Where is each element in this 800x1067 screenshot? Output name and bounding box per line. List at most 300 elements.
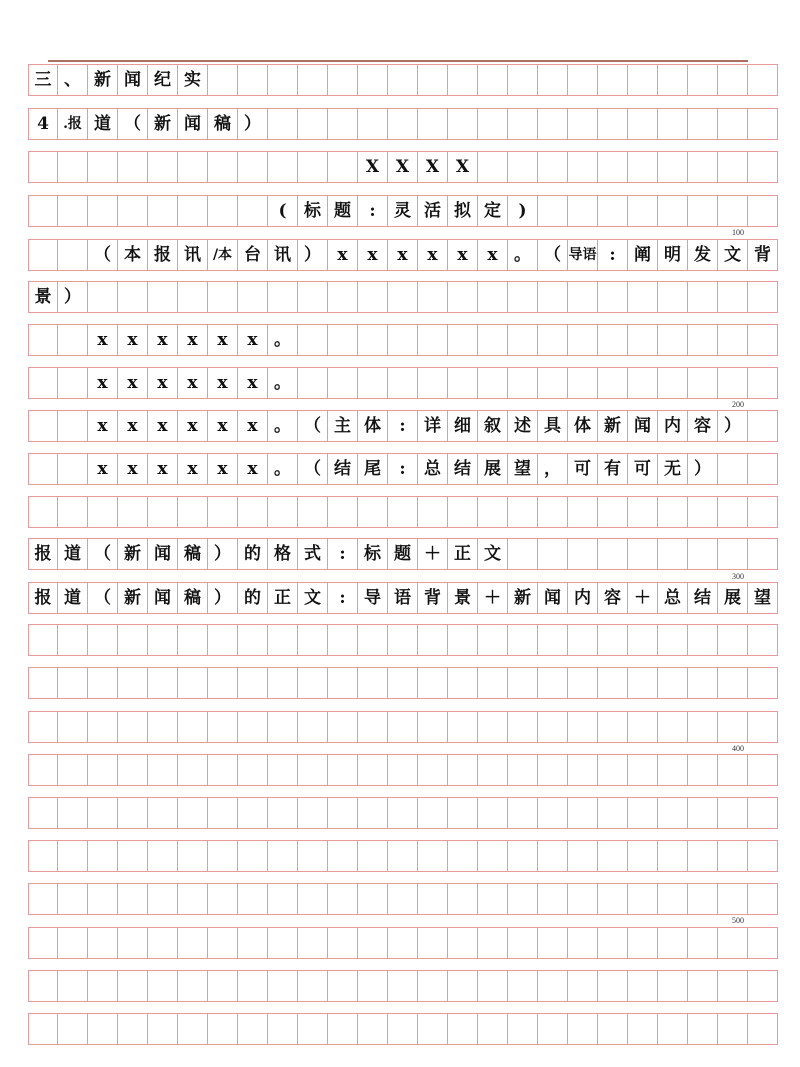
grid-cell <box>628 754 658 786</box>
grid-cell: 细 <box>448 410 478 442</box>
grid-cell <box>568 151 598 183</box>
grid-cell: 导语 <box>568 239 598 271</box>
grid-cell <box>118 624 148 656</box>
grid-cell <box>418 624 448 656</box>
grid-cell: x <box>148 367 178 399</box>
grid-cell <box>508 1013 538 1045</box>
grid-cell <box>568 367 598 399</box>
grid-cell: 。 <box>268 367 298 399</box>
grid-cell: 三 <box>28 64 58 96</box>
grid-cell <box>598 711 628 743</box>
grid-cell <box>58 195 88 227</box>
grid-cell <box>88 883 118 915</box>
grid-cell <box>748 108 778 140</box>
grid-cell: 望 <box>748 582 778 614</box>
grid-cell <box>148 970 178 1002</box>
grid-cell: 的 <box>238 582 268 614</box>
grid-cell <box>388 367 418 399</box>
grid-cell <box>628 108 658 140</box>
grid-cell <box>508 151 538 183</box>
grid-cell: 讯 <box>178 239 208 271</box>
grid-cell <box>388 970 418 1002</box>
grid-cell <box>388 64 418 96</box>
grid-cell <box>358 1013 388 1045</box>
grid-cell: 新 <box>598 410 628 442</box>
grid-cell <box>568 624 598 656</box>
grid-row <box>28 367 778 399</box>
grid-cell <box>658 840 688 872</box>
grid-cell <box>28 239 58 271</box>
grid-cell <box>328 667 358 699</box>
grid-cell <box>628 1013 658 1045</box>
grid-cell: 题 <box>328 195 358 227</box>
grid-cell <box>328 496 358 528</box>
grid-cell <box>418 711 448 743</box>
grid-cell <box>88 840 118 872</box>
grid-cell <box>418 667 448 699</box>
grid-cell <box>178 754 208 786</box>
grid-cell <box>658 797 688 829</box>
grid-cell: X <box>418 151 448 183</box>
grid-cell: x <box>88 453 118 485</box>
grid-cell <box>748 410 778 442</box>
grid-row <box>28 797 778 829</box>
grid-cell: （ <box>118 108 148 140</box>
grid-cell <box>388 108 418 140</box>
grid-row <box>28 410 778 442</box>
grid-cell <box>418 1013 448 1045</box>
grid-cell: 。 <box>268 324 298 356</box>
grid-cell: x <box>208 410 238 442</box>
grid-cell <box>628 151 658 183</box>
grid-cell <box>148 797 178 829</box>
grid-cell <box>508 970 538 1002</box>
grid-cell <box>418 883 448 915</box>
grid-cell: x <box>358 239 388 271</box>
grid-cell: 标 <box>358 538 388 570</box>
grid-cell: : <box>358 195 388 227</box>
grid-cell <box>598 797 628 829</box>
grid-cell <box>298 496 328 528</box>
grid-cell <box>148 195 178 227</box>
grid-cell <box>628 281 658 313</box>
grid-cell: : <box>388 453 418 485</box>
grid-cell <box>568 496 598 528</box>
grid-cell <box>748 1013 778 1045</box>
grid-cell: 结 <box>688 582 718 614</box>
grid-cell <box>478 711 508 743</box>
grid-cell <box>718 970 748 1002</box>
grid-cell <box>748 883 778 915</box>
grid-cell <box>238 667 268 699</box>
grid-cell <box>328 281 358 313</box>
grid-cell <box>718 453 748 485</box>
grid-cell <box>628 195 658 227</box>
grid-cell <box>418 324 448 356</box>
grid-cell: 定 <box>478 195 508 227</box>
grid-row <box>28 711 778 743</box>
grid-cell: 本 <box>118 239 148 271</box>
grid-cell: : <box>328 538 358 570</box>
grid-cell <box>298 797 328 829</box>
grid-cell <box>688 151 718 183</box>
grid-cell <box>28 453 58 485</box>
grid-cell <box>598 667 628 699</box>
grid-cell: 闻 <box>148 538 178 570</box>
grid-cell <box>748 667 778 699</box>
grid-cell <box>118 970 148 1002</box>
grid-cell <box>598 324 628 356</box>
grid-cell <box>58 970 88 1002</box>
grid-cell: X <box>358 151 388 183</box>
grid-cell <box>718 1013 748 1045</box>
grid-cell <box>538 496 568 528</box>
grid-cell: x <box>118 410 148 442</box>
grid-cell <box>298 667 328 699</box>
grid-cell <box>538 1013 568 1045</box>
grid-cell: 活 <box>418 195 448 227</box>
grid-cell <box>58 927 88 959</box>
grid-cell <box>28 367 58 399</box>
grid-cell <box>148 711 178 743</box>
grid-cell <box>448 927 478 959</box>
grid-cell <box>748 324 778 356</box>
grid-cell <box>358 64 388 96</box>
grid-cell <box>478 281 508 313</box>
grid-cell: : <box>328 582 358 614</box>
grid-cell <box>358 324 388 356</box>
grid-cell: 报 <box>28 538 58 570</box>
grid-cell <box>598 970 628 1002</box>
grid-cell <box>688 538 718 570</box>
grid-cell: 阐 <box>628 239 658 271</box>
grid-cell <box>628 840 658 872</box>
grid-cell <box>118 281 148 313</box>
grid-cell <box>358 108 388 140</box>
grid-cell: 台 <box>238 239 268 271</box>
grid-cell <box>268 281 298 313</box>
grid-cell <box>508 108 538 140</box>
grid-cell: x <box>148 453 178 485</box>
grid-cell <box>58 453 88 485</box>
grid-cell: 稿 <box>208 108 238 140</box>
grid-cell <box>88 195 118 227</box>
grid-row <box>28 108 778 140</box>
grid-cell <box>208 754 238 786</box>
grid-cell <box>388 1013 418 1045</box>
grid-cell <box>88 281 118 313</box>
grid-cell <box>508 324 538 356</box>
grid-row <box>28 239 778 271</box>
grid-cell <box>538 970 568 1002</box>
grid-cell <box>718 281 748 313</box>
grid-cell <box>298 927 328 959</box>
grid-cell: 式 <box>298 538 328 570</box>
grid-cell: ） <box>208 538 238 570</box>
grid-cell <box>598 108 628 140</box>
grid-cell <box>28 797 58 829</box>
grid-cell <box>328 1013 358 1045</box>
grid-cell <box>238 624 268 656</box>
grid-cell <box>208 797 238 829</box>
grid-cell <box>208 970 238 1002</box>
grid-cell: /本 <box>208 239 238 271</box>
grid-cell <box>598 840 628 872</box>
grid-cell <box>208 281 238 313</box>
grid-cell <box>238 711 268 743</box>
grid-cell <box>538 754 568 786</box>
grid-cell <box>58 667 88 699</box>
grid-cell <box>118 797 148 829</box>
grid-row <box>28 496 778 528</box>
grid-cell: x <box>88 324 118 356</box>
grid-cell <box>748 367 778 399</box>
grid-cell <box>598 281 628 313</box>
grid-cell <box>178 1013 208 1045</box>
grid-cell <box>418 64 448 96</box>
grid-cell: 4 <box>28 108 58 140</box>
grid-cell <box>748 195 778 227</box>
grid-cell: 闻 <box>178 108 208 140</box>
grid-cell <box>748 970 778 1002</box>
grid-cell: （ <box>88 538 118 570</box>
grid-cell <box>688 927 718 959</box>
grid-cell <box>358 281 388 313</box>
grid-cell <box>478 883 508 915</box>
grid-cell <box>658 367 688 399</box>
grid-cell: 体 <box>568 410 598 442</box>
grid-cell <box>388 883 418 915</box>
grid-cell <box>358 624 388 656</box>
grid-cell: （ <box>298 453 328 485</box>
grid-cell <box>58 367 88 399</box>
grid-cell <box>88 711 118 743</box>
grid-cell <box>568 711 598 743</box>
grid-cell <box>298 108 328 140</box>
grid-row <box>28 151 778 183</box>
grid-cell: 文 <box>478 538 508 570</box>
grid-cell <box>538 667 568 699</box>
grid-cell <box>478 496 508 528</box>
grid-cell <box>688 64 718 96</box>
grid-cell: x <box>328 239 358 271</box>
grid-cell <box>718 754 748 786</box>
grid-cell <box>208 667 238 699</box>
grid-cell <box>298 754 328 786</box>
grid-cell: （ <box>88 582 118 614</box>
grid-cell <box>628 367 658 399</box>
grid-cell <box>268 840 298 872</box>
grid-cell: x <box>238 367 268 399</box>
grid-cell <box>658 927 688 959</box>
grid-cell <box>358 970 388 1002</box>
grid-cell <box>508 754 538 786</box>
grid-cell <box>118 883 148 915</box>
grid-cell <box>178 797 208 829</box>
grid-cell <box>418 970 448 1002</box>
grid-cell <box>478 927 508 959</box>
grid-cell: x <box>478 239 508 271</box>
grid-cell: 景 <box>448 582 478 614</box>
grid-cell <box>238 754 268 786</box>
grid-cell: 可 <box>628 453 658 485</box>
grid-cell <box>568 754 598 786</box>
grid-cell <box>538 711 568 743</box>
grid-cell <box>238 64 268 96</box>
grid-cell <box>538 195 568 227</box>
grid-cell <box>478 1013 508 1045</box>
grid-cell <box>88 797 118 829</box>
grid-cell <box>748 453 778 485</box>
grid-cell <box>598 754 628 786</box>
grid-cell <box>658 711 688 743</box>
grid-cell <box>418 108 448 140</box>
grid-cell <box>538 797 568 829</box>
grid-cell <box>238 281 268 313</box>
grid-cell <box>328 754 358 786</box>
word-count-marker: 300 <box>732 572 744 581</box>
grid-cell <box>658 883 688 915</box>
grid-cell: 文 <box>298 582 328 614</box>
grid-cell <box>148 624 178 656</box>
grid-cell <box>388 840 418 872</box>
grid-cell <box>328 324 358 356</box>
grid-cell <box>478 667 508 699</box>
grid-cell <box>208 840 238 872</box>
grid-cell <box>508 840 538 872</box>
grid-cell <box>748 281 778 313</box>
grid-cell <box>28 840 58 872</box>
grid-cell <box>268 1013 298 1045</box>
grid-cell: 闻 <box>628 410 658 442</box>
word-count-marker: 100 <box>732 228 744 237</box>
grid-cell <box>568 667 598 699</box>
grid-cell <box>178 927 208 959</box>
grid-cell <box>568 195 598 227</box>
grid-row <box>28 324 778 356</box>
grid-cell <box>748 624 778 656</box>
grid-cell <box>298 151 328 183</box>
grid-cell <box>238 927 268 959</box>
grid-cell <box>718 151 748 183</box>
grid-cell <box>388 927 418 959</box>
grid-cell <box>58 410 88 442</box>
grid-cell <box>28 754 58 786</box>
grid-cell: 述 <box>508 410 538 442</box>
grid-cell: x <box>148 410 178 442</box>
grid-cell <box>178 281 208 313</box>
grid-cell <box>718 538 748 570</box>
grid-row <box>28 195 778 227</box>
grid-cell: x <box>388 239 418 271</box>
grid-cell <box>208 496 238 528</box>
grid-cell: x <box>178 453 208 485</box>
grid-cell <box>718 496 748 528</box>
grid-cell: x <box>178 367 208 399</box>
grid-cell <box>178 496 208 528</box>
grid-cell <box>88 624 118 656</box>
grid-cell <box>88 496 118 528</box>
grid-cell <box>358 754 388 786</box>
grid-cell <box>148 883 178 915</box>
grid-cell <box>58 239 88 271</box>
grid-cell: 。 <box>508 239 538 271</box>
grid-cell <box>448 797 478 829</box>
grid-cell: 格 <box>268 538 298 570</box>
grid-cell <box>358 797 388 829</box>
grid-cell: x <box>178 410 208 442</box>
grid-cell <box>58 883 88 915</box>
grid-cell <box>658 281 688 313</box>
grid-cell: 道 <box>88 108 118 140</box>
grid-cell <box>178 840 208 872</box>
grid-cell <box>388 496 418 528</box>
grid-cell: 总 <box>658 582 688 614</box>
grid-cell <box>268 624 298 656</box>
grid-cell <box>88 970 118 1002</box>
grid-row <box>28 64 778 96</box>
grid-cell <box>328 797 358 829</box>
grid-cell: ＋ <box>628 582 658 614</box>
word-count-marker: 200 <box>732 400 744 409</box>
grid-cell <box>298 711 328 743</box>
grid-cell: 可 <box>568 453 598 485</box>
grid-cell: ） <box>238 108 268 140</box>
grid-cell <box>628 970 658 1002</box>
grid-cell <box>538 281 568 313</box>
grid-cell <box>388 711 418 743</box>
grid-cell <box>58 840 88 872</box>
grid-cell <box>358 496 388 528</box>
grid-cell <box>388 324 418 356</box>
grid-cell: ( <box>268 195 298 227</box>
grid-cell <box>658 754 688 786</box>
grid-cell <box>328 367 358 399</box>
grid-cell <box>88 927 118 959</box>
grid-cell: 新 <box>118 538 148 570</box>
grid-cell <box>208 195 238 227</box>
grid-cell <box>628 496 658 528</box>
grid-cell: 总 <box>418 453 448 485</box>
grid-cell <box>688 711 718 743</box>
grid-cell <box>118 1013 148 1045</box>
grid-cell: 稿 <box>178 538 208 570</box>
grid-cell: ） <box>718 410 748 442</box>
grid-cell <box>328 64 358 96</box>
grid-cell <box>148 927 178 959</box>
grid-cell <box>28 410 58 442</box>
grid-cell <box>178 624 208 656</box>
grid-cell <box>328 927 358 959</box>
grid-cell: x <box>118 324 148 356</box>
grid-cell <box>58 1013 88 1045</box>
grid-cell <box>658 195 688 227</box>
grid-cell <box>748 711 778 743</box>
grid-cell: x <box>118 453 148 485</box>
grid-cell <box>508 624 538 656</box>
grid-cell <box>298 970 328 1002</box>
grid-cell <box>718 840 748 872</box>
grid-cell <box>268 496 298 528</box>
grid-cell <box>448 711 478 743</box>
grid-cell <box>688 797 718 829</box>
grid-cell <box>538 538 568 570</box>
grid-cell: x <box>448 239 478 271</box>
grid-cell <box>238 797 268 829</box>
grid-cell <box>118 496 148 528</box>
grid-cell <box>658 64 688 96</box>
grid-cell <box>28 1013 58 1045</box>
